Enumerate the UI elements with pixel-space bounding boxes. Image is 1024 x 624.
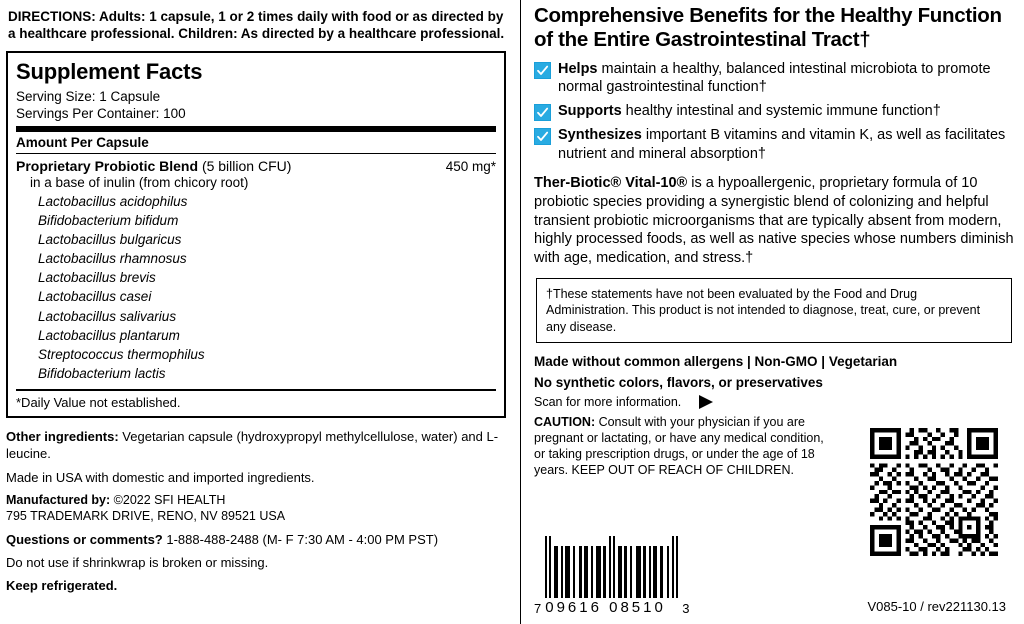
benefit-lead: Supports xyxy=(558,103,622,120)
other-ingredients-text: Vegetarian capsule (hydroxypropyl methylcellulose, water) and L-leucine. xyxy=(6,429,499,462)
list-item: Bifidobacterium lactis xyxy=(38,366,166,382)
made-in-usa: Made in USA with domestic and imported ingredients. xyxy=(6,469,315,485)
blend-amount: 450 mg* xyxy=(445,158,496,174)
product-description-text: is a hypoallergenic, proprietary formula of 10 probiotic species providing a synergistic blend of colonizing and helpful transient probiotic microorganisms that are typically absent from modern, highly processed foods, as well as native species whose numbers diminish with age, medication, and stress.† xyxy=(534,174,1014,267)
caution-block xyxy=(534,414,834,478)
manufactured-by xyxy=(6,492,506,508)
questions-label: Questions or comments? xyxy=(6,531,163,547)
benefit-item-2 xyxy=(534,102,1018,121)
list-item: Streptococcus thermophilus xyxy=(38,346,205,362)
arrow-right-icon xyxy=(699,395,713,409)
other-ingredients-label: Other ingredients: xyxy=(6,429,119,445)
fda-disclaimer: †These statements have not been evaluated by the Food and Drug Administration. This product is not intended to diagnose, treat, cure, or prevent any disease. xyxy=(536,278,1012,343)
list-item: Bifidobacterium bifidum xyxy=(38,212,179,228)
qr-code-graphic[interactable] xyxy=(860,428,1008,556)
directions-text: DIRECTIONS: Adults: 1 capsule, 1 or 2 times daily with food or as directed by a healthcare professional. Children: As directed by a healthcare professional. xyxy=(8,9,505,42)
revision-code: V085-10 / rev221130.13 xyxy=(867,599,1006,614)
caution-text: Consult with your physician if you are pregnant or lactating, or have any medical condition, or taking prescription drugs, or under the age of 18 years. KEEP OUT OF REACH OF CHILDREN. xyxy=(534,414,824,477)
benefit-item-1 xyxy=(534,60,1018,98)
left-footer xyxy=(6,428,506,594)
amount-per-capsule-header: Amount Per Capsule xyxy=(16,134,149,150)
supplement-facts-panel xyxy=(6,51,506,419)
caution-label: CAUTION: xyxy=(534,414,596,429)
allergen-line-1: Made without common allergens | Non-GMO | Vegetarian xyxy=(534,353,898,369)
manufactured-by-text: ©2022 SFI HEALTH xyxy=(110,493,226,508)
product-description xyxy=(534,174,1018,268)
questions-phone: 1-888-488-2488 (M- F 7:30 AM - 4:00 PM PST) xyxy=(162,531,439,547)
other-ingredients xyxy=(6,428,506,463)
list-item: Lactobacillus salivarius xyxy=(38,308,177,324)
barcode-left-digit: 7 xyxy=(534,601,542,616)
checkmark-icon xyxy=(534,128,551,145)
scan-text: Scan for more information. xyxy=(534,394,682,409)
allergen-line-2: No synthetic colors, flavors, or preservatives xyxy=(534,374,823,390)
product-name: Ther-Biotic® Vital-10® xyxy=(534,174,688,191)
list-item: Lactobacillus brevis xyxy=(38,270,156,286)
benefit-lead: Helps xyxy=(558,60,598,77)
blend-row xyxy=(16,158,496,174)
right-panel xyxy=(520,0,1024,624)
divider-thin xyxy=(16,153,496,154)
blend-cfu: (5 billion CFU) xyxy=(201,157,292,174)
benefit-text: healthy intestinal and systemic immune function† xyxy=(621,103,941,120)
checkmark-icon xyxy=(534,104,551,121)
benefit-item-3 xyxy=(534,126,1018,164)
scan-instruction xyxy=(534,395,1018,409)
benefit-text: important B vitamins and vitamin K, as well as facilitates nutrient and mineral absorption† xyxy=(558,127,1006,163)
supplement-facts-title: Supplement Facts xyxy=(16,58,203,84)
divider-heavy xyxy=(16,126,496,132)
daily-value-note: *Daily Value not established. xyxy=(16,395,181,411)
list-item: Lactobacillus acidophilus xyxy=(38,193,188,209)
questions-line xyxy=(6,531,506,548)
serving-size: Serving Size: 1 Capsule xyxy=(16,88,161,104)
keep-refrigerated-note: Keep refrigerated. xyxy=(6,578,118,594)
list-item: Lactobacillus bulgaricus xyxy=(38,231,182,247)
barcode xyxy=(534,536,689,616)
list-item: Lactobacillus casei xyxy=(38,289,152,305)
blend-name: Proprietary Probiotic Blend xyxy=(16,157,199,174)
species-list xyxy=(16,192,496,384)
barcode-bars xyxy=(545,536,678,598)
qr-code[interactable] xyxy=(860,428,1008,556)
checkmark-icon xyxy=(534,62,551,79)
manufactured-by-label: Manufactured by: xyxy=(6,493,111,508)
barcode-number: 09616 08510 xyxy=(545,599,666,616)
company-address: 795 TRADEMARK DRIVE, RENO, NV 89521 USA xyxy=(6,509,286,524)
benefit-lead: Synthesizes xyxy=(558,127,642,144)
servings-per-container: Servings Per Container: 100 xyxy=(16,106,186,122)
list-item: Lactobacillus plantarum xyxy=(38,327,180,343)
benefit-text: maintain a healthy, balanced intestinal microbiota to promote normal gastrointestinal function† xyxy=(558,60,991,96)
blend-base: in a base of inulin (from chicory root) xyxy=(30,174,249,190)
shrinkwrap-note: Do not use if shrinkwrap is broken or missing. xyxy=(6,554,269,570)
list-item: Lactobacillus rhamnosus xyxy=(38,251,187,267)
barcode-right-digit: 3 xyxy=(682,601,690,616)
divider-daily-value xyxy=(16,389,496,391)
page-title: Comprehensive Benefits for the Healthy Function of the Entire Gastrointestinal Tract† xyxy=(534,4,1002,51)
